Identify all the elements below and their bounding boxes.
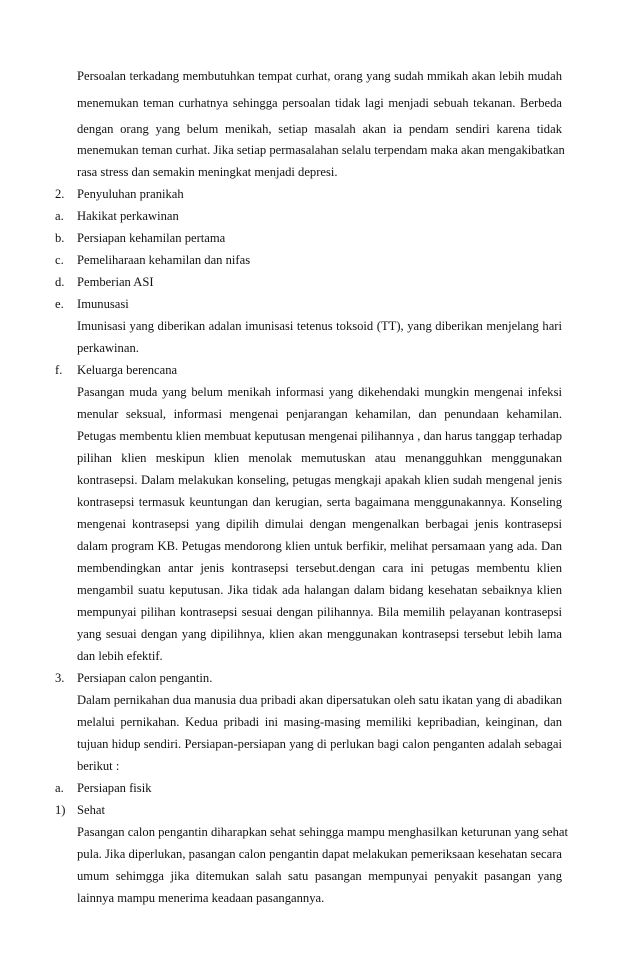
list-marker: 3. bbox=[55, 671, 65, 685]
paragraph-line: Petugas membentu klien membuat keputusan mengenai pilihannya , dan harus tanggap terhadap bbox=[77, 429, 562, 443]
list-marker: f. bbox=[55, 363, 63, 377]
paragraph-line: Pasangan calon pengantin diharapkan sehat sehingga mampu menghasilkan keturunan yang sehat bbox=[77, 825, 569, 839]
list-marker: b. bbox=[55, 231, 65, 245]
list-marker: c. bbox=[55, 253, 64, 267]
list-marker: 1) bbox=[55, 803, 66, 817]
list-item: Hakikat perkawinan bbox=[77, 209, 179, 223]
paragraph-line: mempunyai pilihan kontrasepsi sesuai dengan pilihannya. Bila memilih pelayanan kontrasepsi bbox=[77, 605, 562, 619]
paragraph-line: tujuan hidup sendiri. Persiapan-persiapan yang di perlukan bagi calon penganten adalah sebagai bbox=[77, 737, 562, 751]
paragraph-line: Persoalan terkadang membutuhkan tempat curhat, orang yang sudah mmikah akan lebih mudah bbox=[77, 69, 562, 83]
paragraph-line: menemukan teman curhat. Jika setiap permasalahan selalu terpendam maka akan mengakibatkan bbox=[77, 143, 565, 157]
paragraph-line: kontrasepsi. Dalam melakukan konseling, petugas mengkaji apakah klien sudah mengenal jenis bbox=[77, 473, 562, 487]
paragraph-line: menemukan teman curhatnya sehingga persoalan tidak lagi menjadi sebuah tekanan. Berbeda bbox=[77, 96, 562, 110]
list-item: Pemeliharaan kehamilan dan nifas bbox=[77, 253, 251, 267]
paragraph-line: umum sehimgga jika ditemukan salah satu pasangan mempunyai penyakit pasangan yang bbox=[77, 869, 562, 883]
paragraph-line: dan lebih efektif. bbox=[77, 649, 163, 663]
list-marker: d. bbox=[55, 275, 65, 289]
paragraph-line: menular seksual, informasi mengenai penjarangan kehamilan, dan penundaan kehamilan. bbox=[77, 407, 562, 421]
paragraph-line: yang sesuai dengan yang dipilihnya, klien akan menggunakan kontrasepsi tersebut lebih lama bbox=[77, 627, 562, 641]
list-marker: e. bbox=[55, 297, 64, 311]
paragraph-line: pula. Jika diperlukan, pasangan calon pengantin dapat melakukan pemeriksaan kesehatan secara bbox=[77, 847, 562, 861]
paragraph-line: pilihan klien meskipun klien menolak memutuskan atau menangguhkan menggunakan bbox=[77, 451, 562, 465]
paragraph-line: kontrasepsi termasuk keuntungan dan kerugian, serta bagaimana menggunakannya. Konseling bbox=[77, 495, 562, 509]
list-item: Persiapan fisik bbox=[77, 781, 152, 795]
list-item: Pemberian ASI bbox=[77, 275, 154, 289]
list-marker: a. bbox=[55, 781, 64, 795]
paragraph-line: lainnya mampu menerima keadaan pasangannya. bbox=[77, 891, 325, 905]
paragraph-line: Pasangan muda yang belum menikah informasi yang dikehendaki mungkin mengenai infeksi bbox=[77, 385, 562, 399]
list-item: Imunusasi bbox=[77, 297, 129, 311]
list-marker: a. bbox=[55, 209, 64, 223]
list-item: Persiapan kehamilan pertama bbox=[77, 231, 226, 245]
paragraph-line: membendingkan antar jenis kontrasepsi tersebut.dengan cara ini petugas membentu klien bbox=[77, 561, 562, 575]
paragraph-line: dengan orang yang belum menikah, setiap masalah akan ia pendam sendiri karena tidak bbox=[77, 122, 562, 136]
paragraph-line: melalui pernikahan. Kedua pribadi ini masing-masing memiliki kepribadian, keinginan, dan bbox=[77, 715, 562, 729]
paragraph-line: Imunisasi yang diberikan adalan imunisasi tetenus toksoid (TT), yang diberikan menjelang hari bbox=[77, 319, 562, 333]
paragraph-line: mengambil suatu keputusan. Jika tidak ada halangan dalam bidang kesehatan sebaiknya klien bbox=[77, 583, 562, 597]
paragraph-line: Dalam pernikahan dua manusia dua pribadi akan dipersatukan oleh satu ikatan yang di abadikan bbox=[77, 693, 563, 707]
list-item: Keluarga berencana bbox=[77, 363, 178, 377]
paragraph-line: perkawinan. bbox=[77, 341, 139, 355]
paragraph-line: dalam program KB. Petugas mendorong klien untuk berfikir, melihat persamaan yang ada. Dan bbox=[77, 539, 562, 553]
list-heading: Persiapan calon pengantin. bbox=[77, 671, 213, 685]
paragraph-line: berikut : bbox=[77, 759, 120, 773]
paragraph-line: mengenai kontrasepsi yang dipilih dimulai dengan mengenalkan berbagai jenis kontrasepsi bbox=[77, 517, 562, 531]
paragraph-line: rasa stress dan semakin meningkat menjadi depresi. bbox=[77, 165, 338, 179]
list-heading: Penyuluhan pranikah bbox=[77, 187, 184, 201]
list-item: Sehat bbox=[77, 803, 105, 817]
list-marker: 2. bbox=[55, 187, 65, 201]
